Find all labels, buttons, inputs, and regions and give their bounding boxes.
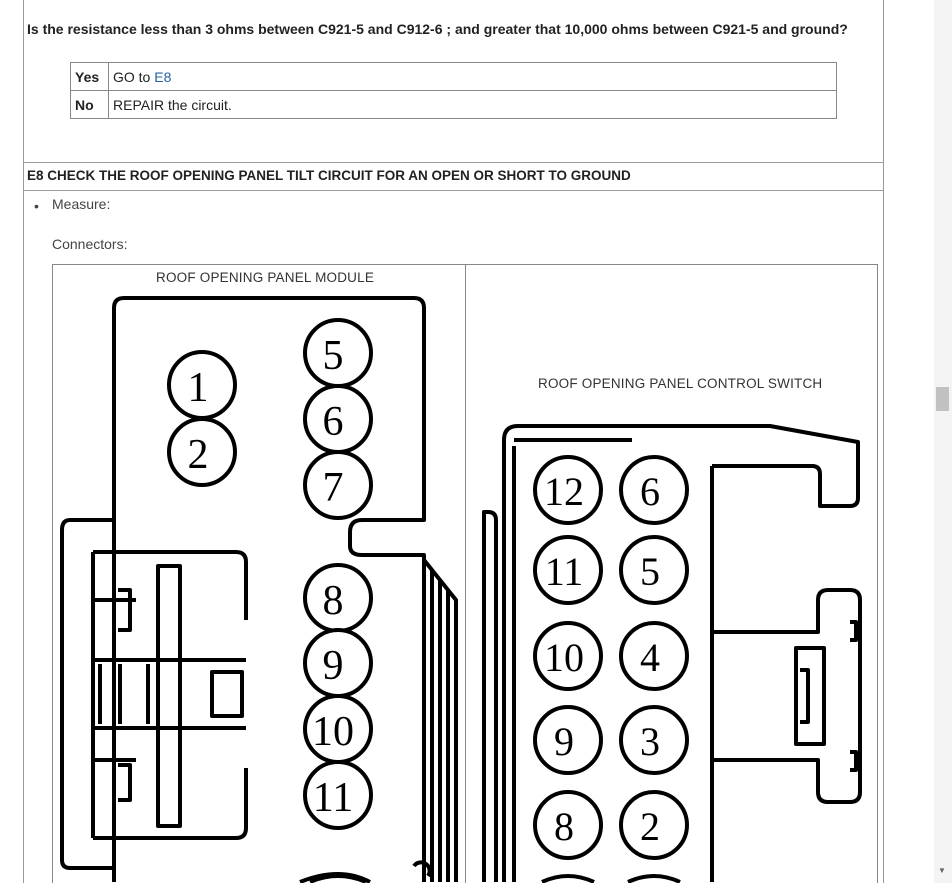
pin-label: 9 [554, 719, 574, 764]
pin-label: 3 [640, 719, 660, 764]
switch-caption: ROOF OPENING PANEL CONTROL SWITCH [538, 376, 823, 391]
module-connector-outline [62, 298, 456, 882]
pin-label: 9 [322, 643, 344, 689]
pin-label: 5 [640, 549, 660, 594]
scrollbar-thumb[interactable] [936, 387, 949, 411]
pin-label: 5 [322, 333, 344, 379]
result-key: No [71, 91, 109, 119]
pin-label: 2 [187, 432, 209, 478]
pin-label: 11 [544, 549, 584, 594]
pin-label: 11 [312, 775, 354, 821]
measure-label: Measure: [52, 196, 111, 212]
pin-label: 8 [322, 578, 344, 624]
scroll-down-arrow-icon[interactable]: ▼ [938, 866, 946, 875]
vertical-scrollbar[interactable] [934, 0, 952, 883]
result-action-text: GO to [113, 68, 151, 85]
pin-label: 8 [554, 804, 574, 849]
pin-label: 7 [322, 465, 344, 511]
pin-label: 12 [544, 469, 584, 514]
pin-label: 6 [322, 399, 344, 445]
pin-label: 6 [640, 469, 660, 514]
question-text: Is the resistance less than 3 ohms between C921-5 and C912-6 ; and greater that 10,000 ohms between C921-5 and ground? [27, 21, 848, 37]
bullet: • [34, 198, 39, 214]
pin-label: 1 [187, 365, 209, 411]
pin-label: 4 [640, 635, 660, 680]
goto-e8-link[interactable]: E8 [154, 68, 172, 85]
step-title: E8 CHECK THE ROOF OPENING PANEL TILT CIRCUIT FOR AN OPEN OR SHORT TO GROUND [27, 168, 631, 183]
pin-label: 10 [312, 709, 354, 755]
pin-label: 2 [640, 804, 660, 849]
module-caption: ROOF OPENING PANEL MODULE [156, 270, 375, 285]
result-key: Yes [71, 63, 109, 91]
result-action-text: REPAIR the circuit. [113, 96, 232, 113]
pin-label: 10 [544, 635, 584, 680]
connectors-label: Connectors: [52, 236, 128, 252]
